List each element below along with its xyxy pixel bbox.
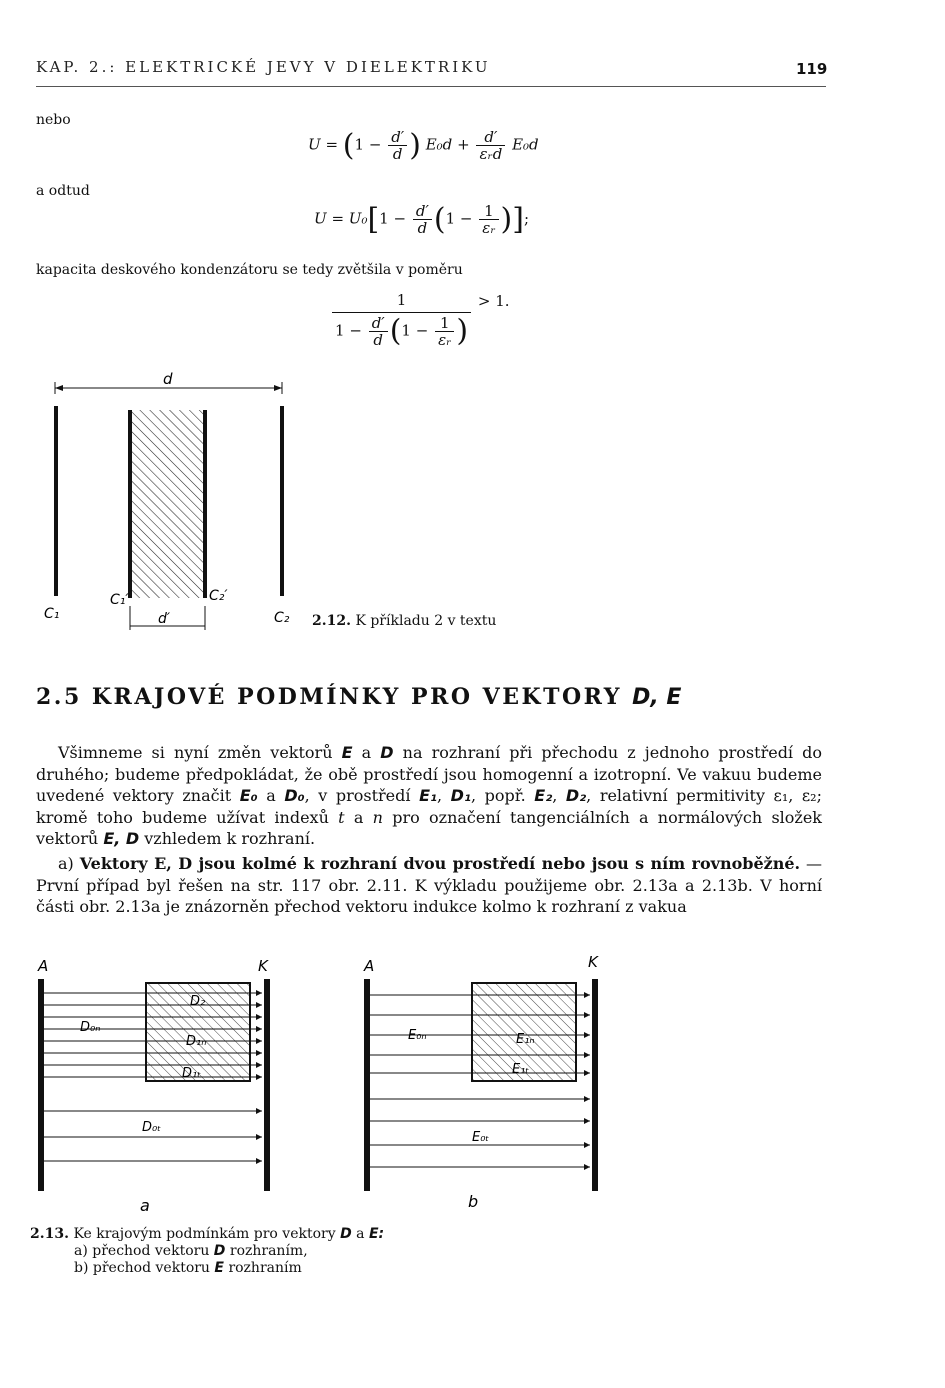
caption-2-13-item-a: a) přechod vektoru D rozhraním, bbox=[74, 1243, 308, 1259]
label-D0n: D₀ₙ bbox=[80, 1020, 101, 1035]
eq2-lhs: U bbox=[314, 209, 327, 228]
caption-2-13 bbox=[30, 1226, 384, 1277]
eq2-bracket-close: ] bbox=[512, 202, 524, 237]
dielectric-slab bbox=[131, 410, 204, 598]
running-header: KAP. 2.: ELEKTRICKÉ JEVY V DIELEKTRIKU bbox=[36, 58, 491, 76]
page-number: 119 bbox=[796, 60, 828, 78]
eq1-one: 1 bbox=[354, 135, 365, 154]
figure-2-12 bbox=[30, 360, 350, 640]
eq1-paren-open: ( bbox=[342, 128, 355, 163]
label-c1: C₁ bbox=[44, 606, 60, 622]
label-c1-prime: C₁′ bbox=[110, 592, 129, 608]
paragraph-1: Všimneme si nyní změn vektorů E a D na rozhraní při přechodu z jednoho prostředí do druhého; budeme předpokládat, že obě prostředí jsou homogenní a izotropní. Ve vakuu budeme uvedené vektory značit E₀ a D₀, v prostředí E₁, D₁, popř. E₂, D₂, relativní permitivity ε₁, ε₂; kromě toho budeme užívat indexů t a n pro označení tangenciálních a normálových složek vektorů E, D vzhledem k rozhraní. bbox=[36, 743, 823, 848]
eq1-eq: = bbox=[325, 135, 339, 154]
label-D1n: D₁ₙ bbox=[186, 1034, 207, 1049]
label-D0t: D₀ₜ bbox=[142, 1120, 162, 1135]
eq2-paren-open: ( bbox=[433, 202, 446, 237]
header-rule bbox=[36, 86, 826, 87]
label-c2-prime: C₂′ bbox=[209, 588, 228, 604]
label-E0n: E₀ₙ bbox=[408, 1028, 427, 1043]
caption-2-12 bbox=[312, 613, 496, 629]
eq2-one2: 1 bbox=[445, 209, 456, 228]
figure-2-13a bbox=[30, 955, 290, 1215]
label-A-b: A bbox=[364, 957, 375, 975]
eq1-lhs: U bbox=[308, 135, 321, 154]
label-d: d bbox=[163, 370, 173, 388]
arrow-right bbox=[274, 385, 282, 391]
eq1-e0d: E₀d bbox=[425, 135, 453, 154]
label-E0t: E₀ₜ bbox=[472, 1130, 490, 1145]
paragraph-2: a) Vektory E, D jsou kolmé k rozhraní dvou prostředí nebo jsou s ním rovnoběžné. — První případ byl řešen na str. 117 obr. 2.11. K výkladu použijeme obr. 2.13a a 2.13b. V horní části obr. 2.13a je znázorněn přechod vektoru indukce kolmo k rozhraní z vakua bbox=[36, 854, 822, 916]
slab-left-edge bbox=[128, 410, 132, 598]
label-K-b: K bbox=[588, 955, 598, 971]
plate-c2 bbox=[280, 406, 284, 596]
eq2-one: 1 bbox=[379, 209, 389, 228]
eq2-eq: = bbox=[331, 209, 345, 228]
eq2-minus: − bbox=[393, 209, 407, 228]
caption-2-13-item-b: b) přechod vektoru E rozhraním bbox=[74, 1260, 302, 1276]
arrowheads bbox=[256, 990, 262, 1164]
text-a-odtud: a odtud bbox=[36, 183, 90, 199]
eq2-paren-close: ) bbox=[500, 202, 513, 237]
plate-c1 bbox=[54, 406, 58, 596]
text-kapacita: kapacita deskového kondenzátoru se tedy zvětšila v poměru bbox=[36, 262, 463, 278]
equation-2 bbox=[314, 202, 529, 237]
caption-2-12-text: K příkladu 2 v textu bbox=[355, 613, 497, 629]
label-E1n: E₁ₙ bbox=[516, 1032, 535, 1047]
eq3-gt: > 1. bbox=[477, 292, 510, 310]
sublabel-a: a bbox=[140, 1196, 150, 1215]
section-title bbox=[36, 684, 681, 710]
eq1-minus: − bbox=[368, 135, 382, 154]
figure-2-13b bbox=[358, 955, 618, 1215]
section-title-text: 2.5 KRAJOVÉ PODMÍNKY PRO VEKTORY bbox=[36, 684, 622, 710]
eq1-plus: + bbox=[457, 135, 470, 154]
eq1-frac1: $\frac{d'}{d}$ bbox=[388, 129, 407, 162]
eq2-minus2: − bbox=[459, 209, 473, 228]
caption-2-12-number: 2.12. bbox=[312, 613, 351, 629]
label-De: D₂ bbox=[190, 994, 206, 1009]
equation-1 bbox=[308, 128, 539, 163]
eq2-frac2: $\frac{1}{\text{εᵣ}}$ bbox=[479, 203, 498, 236]
eq1-paren-close: ) bbox=[409, 128, 421, 163]
arrowheads-b bbox=[584, 992, 590, 1170]
label-c2: C₂ bbox=[274, 610, 290, 626]
text-nebo: nebo bbox=[36, 112, 71, 128]
section-title-vectors: D, E bbox=[632, 685, 682, 710]
electrode-K bbox=[264, 979, 270, 1191]
eq3-main-frac: 1 1 − $\frac{d'}{d}$ (1 − $\frac{1}{\text{εᵣ}}$ ) bbox=[332, 292, 471, 348]
eq1-e0d2: E₀d bbox=[512, 135, 539, 154]
eq2-bracket-open: [ bbox=[367, 202, 380, 237]
label-D1t: D₁ₜ bbox=[182, 1066, 202, 1081]
eq2-frac1: $\frac{d'}{d}$ bbox=[413, 203, 432, 236]
equation-3 bbox=[330, 292, 510, 348]
arrow-left bbox=[55, 385, 63, 391]
eq2-u0: U₀ bbox=[348, 209, 368, 228]
label-A: A bbox=[38, 957, 49, 975]
caption-2-13-line1: 2.13. Ke krajovým podmínkám pro vektory D a E: bbox=[30, 1226, 385, 1242]
label-dprime: d′ bbox=[158, 611, 171, 627]
electrode-K-b bbox=[592, 979, 598, 1191]
electrode-A-b bbox=[364, 979, 370, 1191]
sublabel-b: b bbox=[468, 1192, 479, 1211]
label-E1t: E₁ₜ bbox=[512, 1062, 530, 1077]
label-K: K bbox=[258, 957, 268, 975]
electrode-A bbox=[38, 979, 44, 1191]
slab-right-edge bbox=[203, 410, 207, 598]
eq1-frac2: $\frac{d'}{\text{εᵣd}}$ bbox=[476, 129, 505, 162]
eq2-semicolon: ; bbox=[523, 209, 530, 228]
